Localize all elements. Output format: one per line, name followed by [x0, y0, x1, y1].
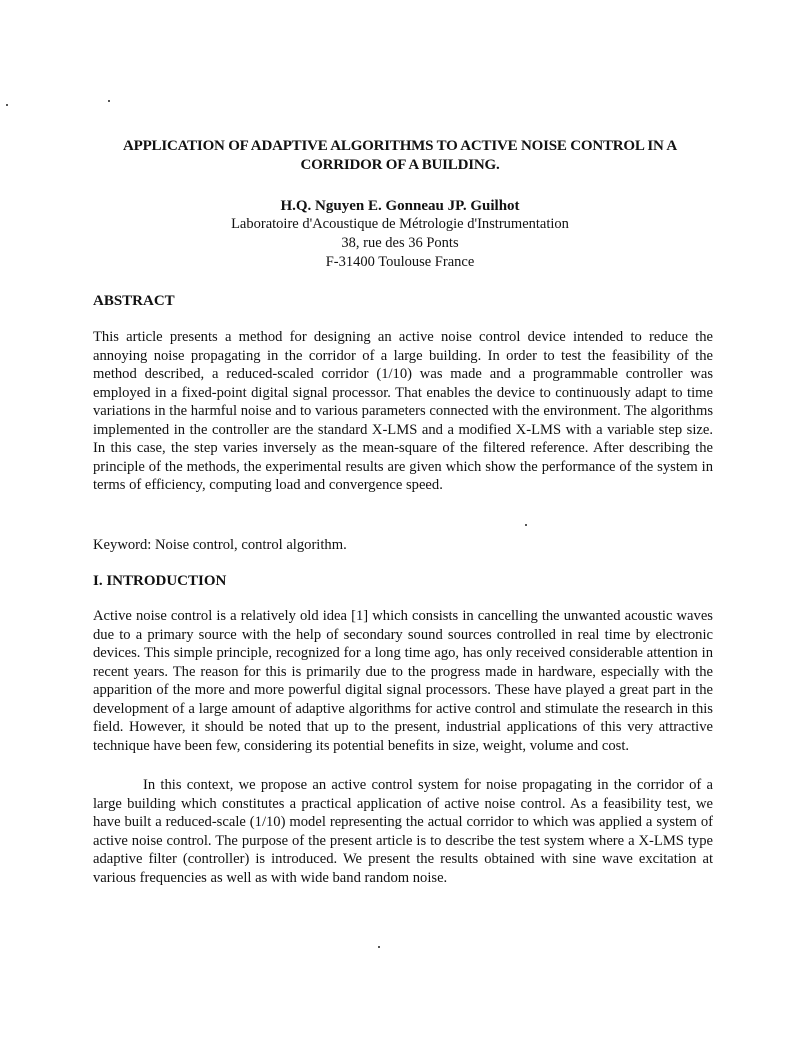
- introduction-heading: I. INTRODUCTION: [93, 573, 227, 589]
- abstract-heading: ABSTRACT: [93, 293, 175, 309]
- author-list: H.Q. Nguyen E. Gonneau JP. Guilhot: [280, 198, 520, 214]
- introduction-paragraph-1: Active noise control is a relatively old idea [1] which consists in cancelling the unwanted acoustic waves due to a primary source with the help of secondary sound sources controlled in real time by electronic devices. This simple principle, recognized for a long time ago, has only received considerable attention in recent years. The reason for this is primarily due to the progress made in hardware, especially with the apparition of the more and more powerful digital signal processors. These have played a great part in the development of a large amount of adaptive algorithms for active control and stimulate the research in this field. However, it should be noted that up to the present, industrial applications of this very attractive technique have been few, considering its potential benefits in size, weight, volume and cost.: [93, 608, 713, 754]
- affiliation-street: 38, rue des 36 Ponts: [341, 235, 459, 251]
- keywords-line: Keyword: Noise control, control algorithm.: [93, 537, 347, 553]
- scan-speck: [525, 524, 527, 526]
- scan-speck: [6, 104, 8, 106]
- scan-speck: [378, 946, 380, 948]
- affiliation-city: F-31400 Toulouse France: [325, 254, 475, 270]
- introduction-paragraph-2: In this context, we propose an active control system for noise propagating in the corridor of a large building which constitutes a practical application of active noise control. As a feasibility test, we have built a reduced-scale (1/10) model representing the actual corridor to which was applied a system of active noise control. The purpose of the present article is to describe the test system where a X-LMS type adaptive filter (controller) is introduced. We present the results obtained with sine wave excitation at various frequencies as well as with wide band random noise.: [93, 777, 713, 886]
- scan-speck: [108, 100, 110, 102]
- affiliation-lab: Laboratoire d'Acoustique de Métrologie d'Instrumentation: [231, 216, 569, 232]
- paper-title: APPLICATION OF ADAPTIVE ALGORITHMS TO ACTIVE NOISE CONTROL IN A CORRIDOR OF A BUILDING.: [122, 138, 678, 173]
- abstract-body: This article presents a method for designing an active noise control device intended to reduce the annoying noise propagating in the corridor of a large building. In order to test the feasibility of the method described, a reduced-scaled corridor (1/10) was made and a programmable controller was employed in a fixed-point digital signal processor. That enables the device to continuously adapt to time variations in the harmful noise and to various parameters connected with the environment. The algorithms implemented in the controller are the standard X-LMS and a modified X-LMS with a variable step size. In this case, the step varies inversely as the mean-square of the filtered reference. After describing the principle of the methods, the experimental results are given which show the performance of the system in terms of efficiency, computing load and convergence speed.: [93, 329, 713, 493]
